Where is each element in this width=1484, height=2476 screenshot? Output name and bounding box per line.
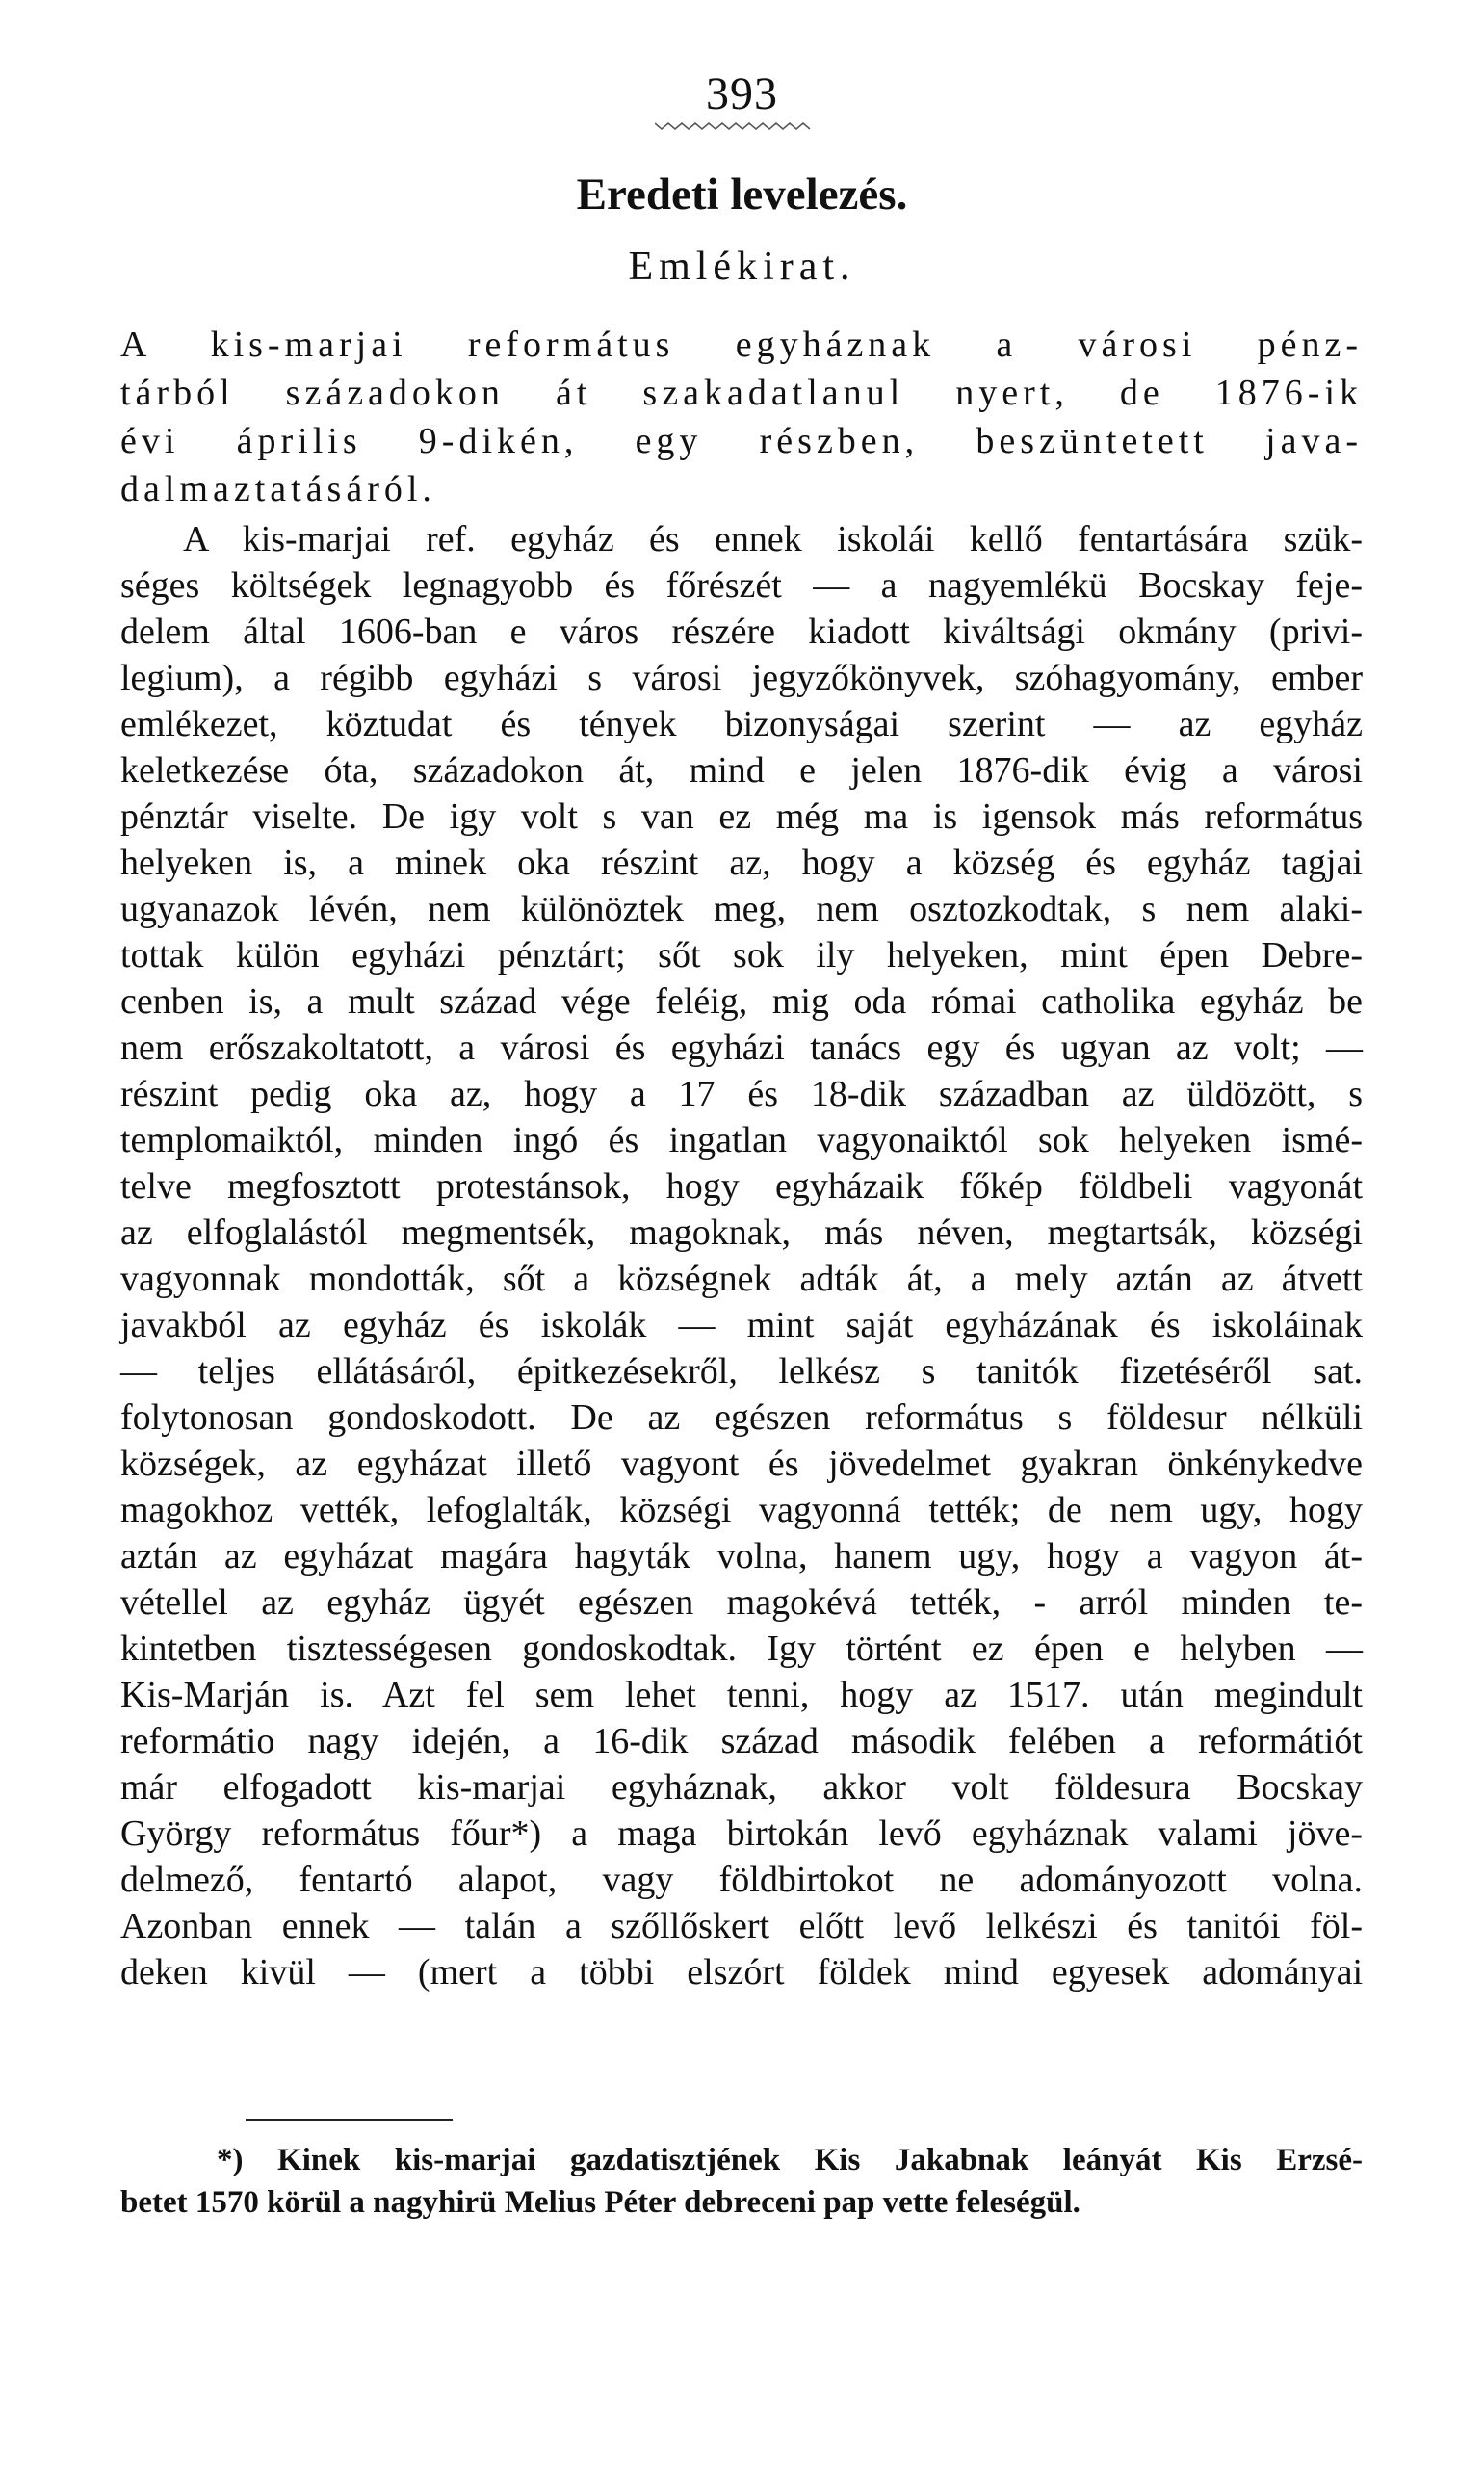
body-line: reformátio nagy idején, a 16-dik század második felében a reformátiót bbox=[120, 1721, 1363, 1761]
body-line: községek, az egyházat illető vagyont és jövedelmet gyakran önkénykedve bbox=[120, 1444, 1363, 1484]
body-line: nem erőszakoltatott, a városi és egyházi tanács egy és ugyan az volt; — bbox=[120, 1028, 1363, 1068]
footnote-divider bbox=[246, 2119, 453, 2121]
section-heading: Eredeti levelezés. bbox=[576, 169, 908, 220]
body-line: cenben is, a mult század vége feléig, mig oda római catholika egyház be bbox=[120, 981, 1363, 1022]
body-line: tottak külön egyházi pénztárt; sőt sok ily helyeken, mint épen Debre- bbox=[120, 935, 1363, 976]
body-line: javakból az egyház és iskolák — mint saját egyházának és iskoláinak bbox=[120, 1305, 1363, 1345]
body-line: emlékezet, köztudat és tények bizonyságai szerint — az egyház bbox=[120, 704, 1363, 744]
body-line: legium), a régibb egyházi s városi jegyzőkönyvek, szóhagyomány, ember bbox=[120, 658, 1363, 698]
title-line: évi április 9-dikén, egy részben, beszüntetett java- bbox=[120, 421, 1363, 461]
body-line: delmező, fentartó alapot, vagy földbirtokot ne adományozott volna. bbox=[120, 1860, 1363, 1900]
body-line: Kis-Marján is. Azt fel sem lehet tenni, hogy az 1517. után megindult bbox=[120, 1675, 1363, 1715]
body-line: templomaiktól, minden ingó és ingatlan vagyonaiktól sok helyeken ismé- bbox=[120, 1120, 1363, 1160]
body-line: pénztár viselte. De igy volt s van ez még ma is igensok más református bbox=[120, 796, 1363, 837]
footnote-line: betet 1570 körül a nagyhirü Melius Péter debreceni pap vette feleségül. bbox=[120, 2185, 1080, 2220]
body-line: az elfoglalástól megmentsék, magoknak, más néven, megtartsák, községi bbox=[120, 1212, 1363, 1253]
body-line: keletkezése óta, századokon át, mind e jelen 1876-dik évig a városi bbox=[120, 750, 1363, 791]
body-line: séges költségek legnagyobb és főrészét — a nagyemlékü Bocskay feje- bbox=[120, 565, 1363, 606]
page-number-ornament bbox=[655, 121, 814, 131]
section-subheading: Emlékirat. bbox=[628, 245, 856, 289]
body-line: magokhoz vették, lefoglalták, községi vagyonná tették; de nem ugy, hogy bbox=[120, 1490, 1363, 1530]
body-line: részint pedig oka az, hogy a 17 és 18-dik században az üldözött, s bbox=[120, 1074, 1363, 1114]
body-line: vétellel az egyház ügyét egészen magokévá tették, - arról minden te- bbox=[120, 1582, 1363, 1623]
body-line: A kis-marjai ref. egyház és ennek iskolái kellő fentartására szük- bbox=[183, 519, 1363, 560]
body-line: vagyonnak mondották, sőt a községnek adták át, a mely aztán az átvett bbox=[120, 1259, 1363, 1299]
body-line: folytonosan gondoskodott. De az egészen református s földesur nélküli bbox=[120, 1397, 1363, 1438]
body-line: helyeken is, a minek oka részint az, hogy a község és egyház tagjai bbox=[120, 843, 1363, 883]
title-line: dalmaztatásáról. bbox=[120, 469, 436, 509]
title-line: A kis-marjai református egyháznak a városi pénz- bbox=[120, 325, 1363, 365]
body-line: telve megfosztott protestánsok, hogy egyházaik főkép földbeli vagyonát bbox=[120, 1166, 1363, 1207]
body-line: delem által 1606-ban e város részére kiadott kiváltsági okmány (privi- bbox=[120, 612, 1363, 652]
title-line: tárból századokon át szakadatlanul nyert, de 1876-ik bbox=[120, 373, 1363, 413]
body-line: Azonban ennek — talán a szőllőskert előtt levő lelkészi és tanitói föl- bbox=[120, 1906, 1363, 1946]
body-line: deken kivül — (mert a többi elszórt földek mind egyesek adományai bbox=[120, 1952, 1363, 1993]
body-line: már elfogadott kis-marjai egyháznak, akkor volt földesura Bocskay bbox=[120, 1767, 1363, 1808]
page-number: 393 bbox=[706, 68, 778, 119]
body-line: — teljes ellátásáról, épitkezésekről, lelkész s tanitók fizetéséről sat. bbox=[120, 1351, 1363, 1392]
body-line: ugyanazok lévén, nem különöztek meg, nem osztozkodtak, s nem alaki- bbox=[120, 889, 1363, 929]
body-line: György református főur*) a maga birtokán levő egyháznak valami jöve- bbox=[120, 1813, 1363, 1854]
body-line: aztán az egyházat magára hagyták volna, hanem ugy, hogy a vagyon át- bbox=[120, 1536, 1363, 1577]
body-line: kintetben tisztességesen gondoskodtak. Igy történt ez épen e helyben — bbox=[120, 1629, 1363, 1669]
footnote-line: *) Kinek kis-marjai gazdatisztjének Kis Jakabnak leányát Kis Erzsé- bbox=[217, 2143, 1363, 2177]
